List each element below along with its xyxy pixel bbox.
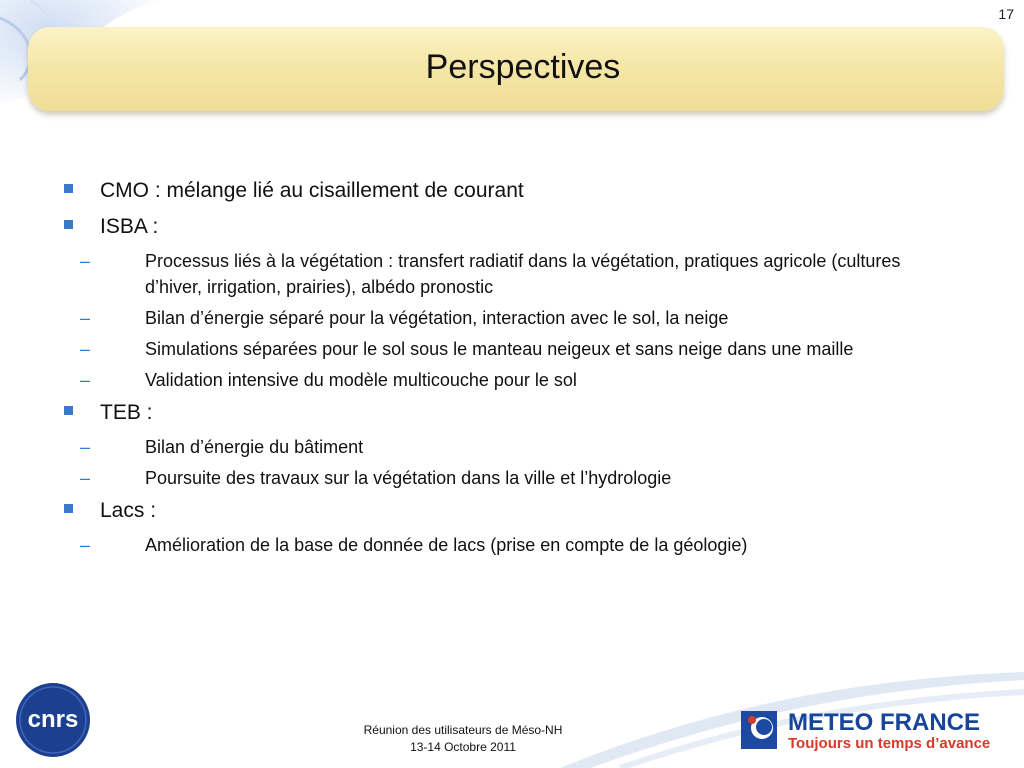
dash-bullet-icon: – [80,251,91,271]
sub-bullet-text: Bilan d’énergie séparé pour la végétation, interaction avec le sol, la neige [145,308,729,328]
sub-bullet-list [62,434,952,491]
sub-bullet-text: Bilan d’énergie du bâtiment [145,437,364,457]
meteo-france-brand: METEO FRANCE [788,709,980,736]
bullet-text: Lacs : [100,499,157,522]
sub-bullet-item [80,367,952,393]
dash-bullet-icon: – [80,535,91,555]
square-bullet-icon [64,504,73,513]
slide-number: 17 [998,6,1014,22]
square-bullet-icon [64,184,73,193]
bullet-list [62,176,952,563]
sub-bullet-item [80,465,952,491]
sub-bullet-text: Simulations séparées pour le sol sous le manteau neigeux et sans neige dans une maille [145,339,854,359]
bullet-item [62,176,952,205]
sub-bullet-list [62,248,952,393]
meteo-france-emblem [740,710,778,750]
square-bullet-icon [64,220,73,229]
bullet-item [62,398,952,427]
footer [330,722,596,756]
sub-bullet-list [62,532,952,558]
cnrs-logo [15,682,91,758]
sub-bullet-item [80,336,952,362]
dash-bullet-icon: – [80,468,91,488]
sub-bullet-item [80,305,952,331]
footer-meeting: Réunion des utilisateurs de Méso-NH [363,723,563,737]
bullet-text: CMO : mélange lié au cisaillement de courant [100,179,524,202]
dash-bullet-icon: – [80,308,91,328]
sub-bullet-item [80,532,952,558]
sub-bullet-text: Processus liés à la végétation : transfert radiatif dans la végétation, pratiques agricole (cultures d’hiver, irrigation, prairies), albédo pronostic [145,251,901,297]
sub-bullet-text: Amélioration de la base de donnée de lacs (prise en compte de la géologie) [145,535,748,555]
dash-bullet-icon: – [80,437,91,457]
sub-bullet-text: Validation intensive du modèle multicouche pour le sol [145,370,577,390]
dash-bullet-icon: – [80,339,91,359]
square-bullet-icon [64,406,73,415]
sub-bullet-text: Poursuite des travaux sur la végétation dans la ville et l’hydrologie [145,468,672,488]
sub-bullet-item [80,434,952,460]
bullet-item [62,496,952,525]
bullet-item [62,212,952,241]
bullet-text: TEB : [100,401,153,424]
meteo-france-tagline: Toujours un temps d’avance [788,735,991,752]
svg-text:cnrs: cnrs [27,706,79,733]
dash-bullet-icon: – [80,370,91,390]
sub-bullet-item [80,248,952,300]
slide-title: Perspectives [425,48,621,86]
bullet-text: ISBA : [100,215,159,238]
footer-date: 13-14 Octobre 2011 [410,740,516,754]
